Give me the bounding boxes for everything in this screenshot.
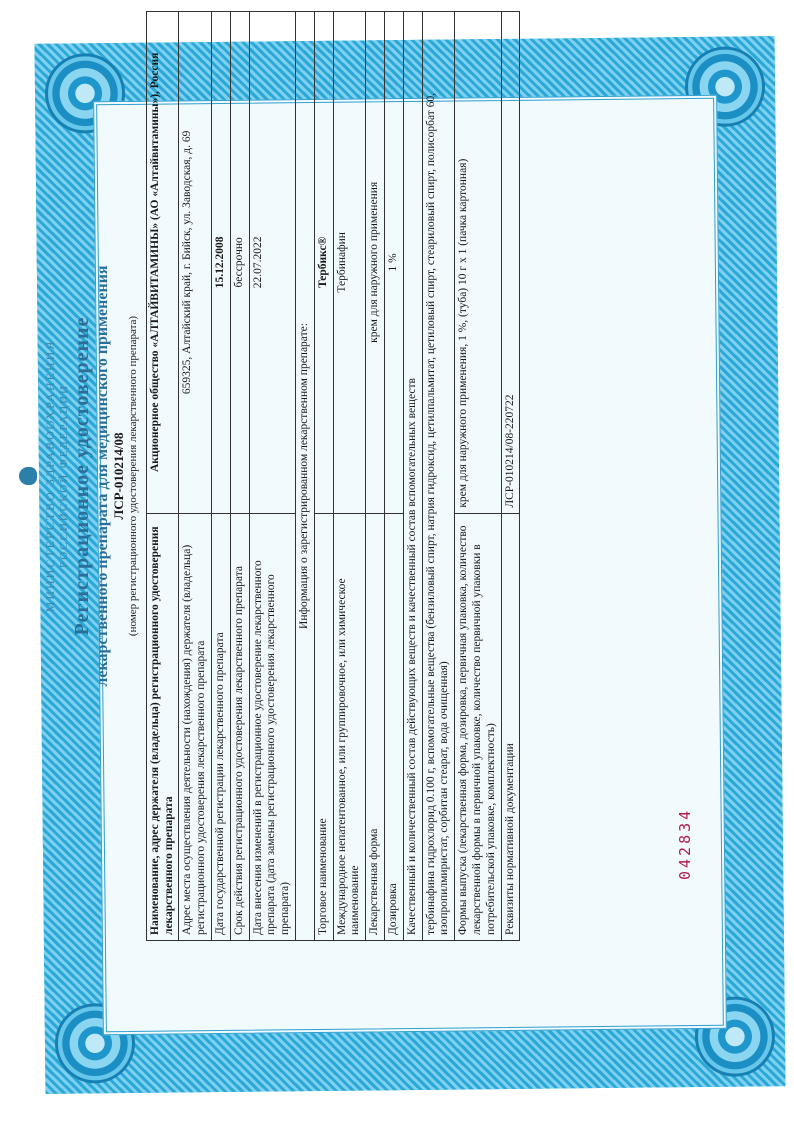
trade-name-label: Торговое наименование [314, 513, 333, 940]
dosage-label: Дозировка [384, 513, 403, 940]
release-forms-label: Формы выпуска (лекарственная форма, дозировка, первичная упаковка, количество лекарственной формы в первичной упаковке, количество первичной упаковки в потребительской упаковке, комплектность) [455, 513, 501, 940]
inn-value: Тербинафин [333, 12, 366, 514]
eagle-emblem-icon [19, 467, 37, 485]
table-row [249, 12, 295, 941]
table-row [333, 12, 366, 941]
table-row [146, 12, 179, 941]
inn-label: Международное непатентованное, или группировочное, или химическое наименование [333, 513, 366, 940]
table-row [230, 12, 249, 941]
normative-docs-label: Реквизиты нормативной документации [501, 513, 520, 940]
info-section-heading: Информация о зарегистрированном лекарственном препарате: [295, 12, 314, 941]
registration-date-label: Дата государственной регистрации лекарственного препарата [211, 513, 230, 940]
composition-text: тербинафина гидрохлорид 0.100 г, вспомогательные вещества (бензиловый спирт, натрия гидроксид, цетилпальмитат, цетиловый спирт, стеариловый спирт, полисорбат 60, изопропилмиристат, сорбитан стеарат, вода очищенная) [422, 12, 455, 941]
table-row [501, 12, 520, 941]
registration-date-value: 15.12.2008 [211, 12, 230, 514]
table-row [314, 12, 333, 941]
registration-table [146, 11, 521, 941]
address-label: Адрес места осуществления деятельности (нахождения) держателя (владельца) регистрационного удостоверения лекарственного препарата [179, 513, 212, 940]
table-row [455, 12, 501, 941]
trade-name-value: Тербикс® [314, 12, 333, 514]
certificate-header [19, 11, 140, 941]
amendment-date-value: 22.07.2022 [249, 12, 295, 514]
table-row [211, 12, 230, 941]
table-row [384, 12, 403, 941]
dosage-value: 1 % [384, 12, 403, 514]
certificate-title: Регистрационное удостоверение [70, 316, 93, 636]
table-row [403, 12, 422, 941]
certificate-subtitle: лекарственного препарата для медицинского применения [93, 265, 111, 687]
address-value: 659325, Алтайский край, г. Бийск, ул. Заводская, д. 69 [179, 12, 212, 514]
table-row [295, 12, 314, 941]
validity-label: Срок действия регистрационного удостоверения лекарственного препарата [230, 513, 249, 940]
holder-label: Наименование, адрес держателя (владельца) регистрационного удостоверения лекарственного препарата [146, 513, 179, 940]
certificate-content [19, 11, 516, 941]
registration-number: ЛСР-010214/08 [111, 432, 127, 520]
normative-docs-value: ЛСР-010214/08-220722 [501, 12, 520, 514]
table-row [179, 12, 212, 941]
release-forms-value: крем для наружного применения, 1 %, (туба) 10 г х 1 (пачка картонная) [455, 12, 501, 514]
table-row [422, 12, 455, 941]
country-name: РОССИЙСКОЙ ФЕДЕРАЦИИ [58, 383, 71, 569]
serial-number: 042834 [676, 807, 694, 880]
registration-number-caption: (номер регистрационного удостоверения лекарственного препарата) [127, 315, 140, 637]
composition-label: Качественный и количественный состав действующих веществ и качественный состав вспомогательных веществ [403, 12, 422, 941]
dosage-form-label: Лекарственная форма [366, 513, 385, 940]
holder-value: Акционерное общество «АЛТАЙВИТАМИНЫ» (АО «Алтайвитамины»), Россия [146, 12, 179, 514]
amendment-date-label: Дата внесения изменений в регистрационное удостоверение лекарственного препарата (дата замены регистрационного удостоверения лекарственного препарата) [249, 513, 295, 940]
validity-value: бессрочно [230, 12, 249, 514]
ministry-name: МИНИСТЕРСТВО ЗДРАВООХРАНЕНИЯ [43, 339, 58, 613]
table-row [366, 12, 385, 941]
dosage-form-value: крем для наружного применения [366, 12, 385, 514]
